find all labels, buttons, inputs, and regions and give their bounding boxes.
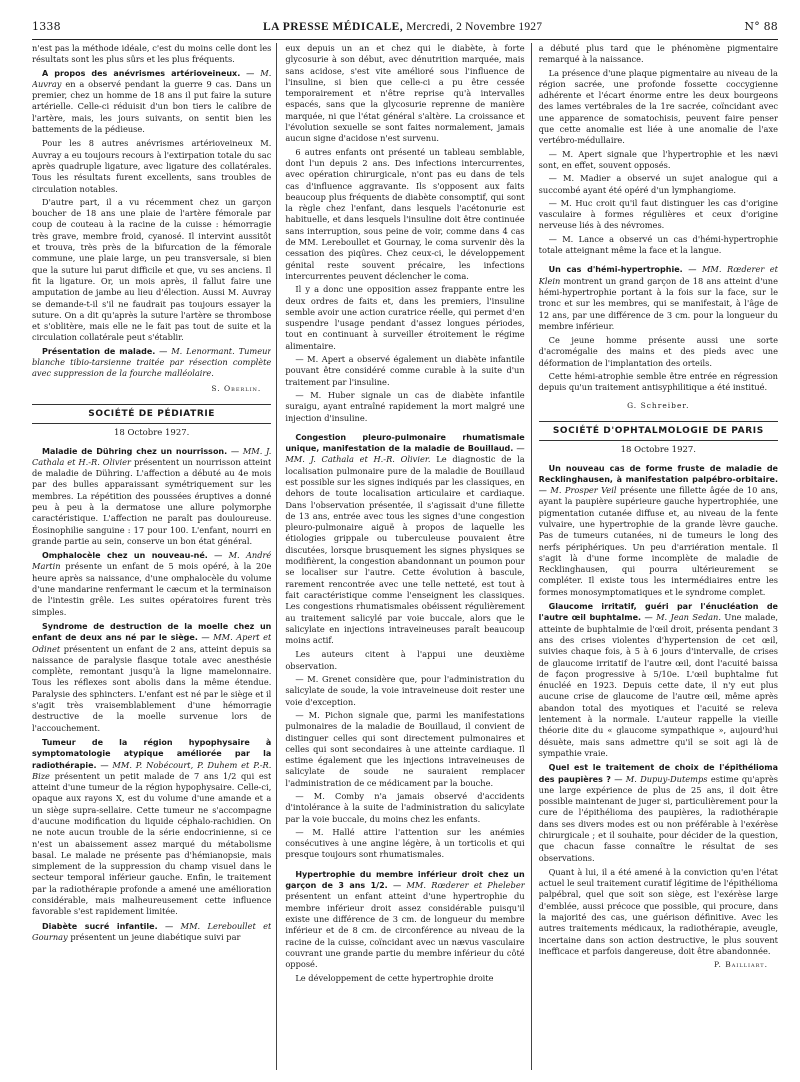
paragraph: — M. Apert a observé également un diabète infantile pouvant être considéré comme curable à la suite d'un traitement par l'insuline. [285, 354, 525, 387]
column-3 [539, 43, 778, 1072]
signature: G. Schreiber. [627, 400, 690, 410]
article-text: présentent un enfant de 2 ans, atteint depuis sa naissance de paralysie flasque totale avec anesthésie complète, remontant jusqu'à la ligne mamelonnaire. Tous les réflexes sont abolis dans la même étendue. Paralysie des sphincters. L'enfant est né par le siège et il s'agit très vraisemblablement d'une hémorragie destructive de la moelle survenue lors de l'accouchement. [32, 643, 272, 733]
article-entry [32, 68, 271, 136]
column-2 [285, 43, 524, 1072]
paragraph: — M. Pichon signale que, parmi les manifestations pulmonaires de la maladie de Bouillaud, il convient de distinguer celles qui sont directement pulmonaires et celles qui sont secondaires à une atteinte cardiaque. Il estime également que les injections intraveineuses de salicylate de soude ne sauraient remplacer l'administration de ce médicament par la bouche. [285, 709, 525, 788]
paragraph: Les auteurs citent à l'appui une deuxième observation. [285, 649, 525, 671]
article-title: Glaucome irritatif, guéri par l'énucléation de l'autre œil buphtalme. [538, 602, 778, 623]
issue-date: Mercredi, 2 Novembre 1927 [406, 21, 543, 33]
article-text: présentent un nourrisson atteint de maladie de Dühring. L'affection a débuté au 4e mois par des bulles apparaissant symétriquement sur les membres. La répétition des poussées éruptives a donné peu à peu à la dermatose une allure polymorphe caractéristique. L'affection ne paraît pas douloureuse. Éosinophilie sanguine : 17 pour 100. L'enfant, nourri en grande partie au sein, conserve un bon état général. [32, 456, 272, 546]
page-header [32, 20, 778, 36]
article-author: — MM. Rœderer et Klein [538, 264, 778, 286]
article-title: Quel est le traitement de choix de l'épithélioma des paupières ? [538, 763, 778, 784]
article-entry [285, 869, 524, 971]
article-text: présente une fillette âgée de 10 ans, ayant la paupière supérieure gauche hypertrophiée, une pigmentation cutanée diffuse et, au niveau de la fente vulvaire, une hypertrophie de la grande lèvre gauche. Pas de tumeurs cutanées, ni de tumeurs le long des nerfs périphériques. Un peu d'arriération mentale. Il s'agit là d'une forme incomplète de maladie de Recklinghausen, qui pourra ultérieurement se compléter. Il existe tous les intermédiaires entre les formes monosymptomatiques et le syndrome complet. [538, 485, 778, 597]
article-title: Un cas d'hémi-hypertrophie. [548, 265, 683, 275]
paragraph: D'autre part, il a vu récemment chez un garçon boucher de 18 ans une plaie de l'artère fémorale par coup de couteau à la racine de la cuisse : hémorragie très grave, membre froid, cyanosé. Il intervint aussitôt et trouva, très près de la bifurcation de la fémorale commune, une plaie large, un peu transversale, si bien que la suture lui parut difficile et que, vu ses anciens. Il fit la ligature. Or, un mois après, il fallut faire une amputation de jambe au lieu d'élection. Aussi M. Auvray se demande-t-il s'il ne faudrait pas toujours essayer la suture. On a dit qu'après la suture l'artère se thrombose et s'oblitère, mais elle ne le fait pas tout de suite et la circulation collatérale peut s'établir. [32, 196, 272, 343]
article-text: présentent un petit malade de 7 ans 1/2 qui est atteint d'une tumeur de la région hypophysaire. Celle-ci, opaque aux rayons X, est du volume d'une amande et a un siège supra-sellaire. Cette tumeur ne s'accompagne d'aucune modification du liquide céphalo-rachidien. On ne note aucun trouble de la série endocrinienne, si ce n'est un abaissement assez marqué du métabolisme basal. Le malade ne présente pas d'hémianopsie, mais simplement de la suppression du champ visuel dans le secteur temporal inférieur gauche. Enfin, le traitement par la radiothérapie profonde a amené une amélioration considérable, mais malheureusement cette influence favorable s'est rapidement limitée. [32, 770, 272, 917]
header-rule [32, 39, 778, 40]
paragraph: Pour les 8 autres anévrismes artérioveineux M. Auvray a eu toujours recours à l'extirpation totale du sac après quadruple ligature, avec ligature des collatérales. Tous les résultats furent excellents, sans troubles de circulation notables. [32, 138, 272, 194]
journal-name: LA PRESSE MÉDICALE, [262, 21, 404, 33]
paragraph: — M. Apert signale que l'hypertrophie et les nævi sont, en effet, souvent opposés. [538, 148, 778, 170]
article-title: Présentation de malade. [42, 346, 156, 356]
columns [32, 43, 778, 1072]
paragraph: — M. Lance a observé un cas d'hémi-hypertrophie totale atteignant même la face et la langue. [538, 233, 778, 256]
article-title: A propos des anévrismes artérioveineux. [42, 68, 241, 78]
article-author: — M. André Martin [32, 550, 272, 572]
article-author: — MM. Apert et Odinet [32, 632, 272, 654]
paragraph: — M. Huber signale un cas de diabète infantile suraigu, ayant entraîné rapidement la mort malgré une injection d'insuline. [285, 389, 525, 423]
paragraph: — M. Hallé attire l'attention sur les anémies consécutives à une angine légère, à un torticolis et qui presque toujours sont rhumatismales. [285, 826, 525, 860]
article-entry [32, 621, 271, 734]
page-number: 1338 [32, 20, 61, 33]
article-entry [32, 346, 271, 380]
article-text: Tumeur blanche tibio-tarsienne traitée par résection complète avec suppression de la fourche malléolaire. [32, 345, 272, 379]
article-entry [539, 264, 778, 332]
section-title: SOCIÉTÉ D'OPHTALMOLOGIE DE PARIS [539, 421, 778, 441]
article-text: montrent un grand garçon de 18 ans atteint d'une hémi-hypertrophie portant à la fois sur la face, sur le tronc et sur les membres, qui se manifestait, à l'âge de 12 ans, par une différence de 3 cm. pour la longueur du membre inférieur. [538, 275, 778, 331]
article-title: Un nouveau cas de forme fruste de maladie de Recklinghausen, à manifestation palpébro-orbitaire. [538, 463, 778, 484]
paragraph: Quant à lui, il a été amené à la conviction qu'en l'état actuel le seul traitement curatif légitime de l'épithélioma palpébral, quel que soit son siège, est l'exérèse large d'emblée, aussi précoce que possible, qui procure, dans la majorité des cas, une guérison définitive. Avec les autres traitements médicaux, la radiothérapie, aveugle, incertaine dans son action destructive, le plus souvent inefficace et parfois dangereuse, doit être abandonnée. [538, 866, 778, 956]
article-entry [32, 550, 271, 618]
column-1 [32, 43, 271, 1072]
paragraph: a débuté plus tard que le phénomène pigmentaire remarqué à la naissance. [538, 43, 778, 65]
article-title: Tumeur de la région hypophysaire à symptomatologie atypique améliorée par la radiothérapie. [32, 737, 272, 770]
article-text: présentent un jeune diabétique suivi par [70, 931, 241, 942]
article-author: — M. Prosper Veil [538, 485, 617, 496]
article-author: — M. Dupuy-Dutemps [614, 773, 708, 784]
article-entry [285, 432, 524, 647]
paragraph: — M. Huc croit qu'il faut distinguer les cas d'origine vasculaire à formes régulières et ceux d'origine nerveuse liés à des névromes. [538, 197, 778, 231]
article-entry [32, 737, 271, 918]
article-author: — MM. Rœderer et Pheleber [392, 880, 525, 891]
paragraph: n'est pas la méthode idéale, c'est du moins celle dont les résultats sont les plus sûrs et les plus fréquents. [32, 43, 272, 65]
article-title: Congestion pleuro-pulmonaire rhumatismale unique, manifestation de la maladie de Bouillaud. [285, 432, 525, 454]
article-author: — MM. P. Nobécourt, P. Duhem et P.-R. Bize [32, 759, 272, 781]
article-entry [32, 446, 271, 548]
paragraph: La présence d'une plaque pigmentaire au niveau de la région sacrée, une profonde fossette coccygienne adhérente et l'écart énorme entre les deux bourgeons des lames vertébrales de la 1re sacrée, coïncidant avec une apparence de somatochisis, peuvent faire penser que cette anomalie est liée à une anomalie de l'axe vertébro-médullaire. [538, 67, 778, 146]
paragraph: — M. Madier a observé un sujet analogue qui a succombé ayant été opéré d'un lymphangiome. [538, 173, 778, 195]
journal-title-line [263, 21, 542, 33]
article-author: — MM. Lereboullet et Gournay [32, 920, 272, 942]
article-title: Diabète sucré infantile. [42, 921, 158, 931]
article-author: — M. Auvray [32, 67, 272, 89]
article-entry [539, 762, 778, 864]
article-text: présentent un enfant atteint d'une hypertrophie du membre inférieur droit assez considérable puisqu'il existe une différence de 3 cm. de longueur du membre inférieur et de 8 cm. de circonférence au niveau de la racine de la cuisse, coïncidant avec un nævus vasculaire couvrant une grande partie du membre inférieur du côté opposé. [285, 891, 525, 970]
article-title: Maladie de Dühring chez un nourrisson. [42, 446, 228, 456]
article-entry [539, 463, 778, 599]
section-title: SOCIÉTÉ DE PÉDIATRIE [32, 404, 271, 424]
article-text: présente un enfant de 5 mois opéré, à la 20e heure après sa naissance, d'une omphalocèle du volume d'une mandarine renfermant le cæcum et la terminaison de l'intestin grêle. Les suites opératoires furent très simples. [32, 561, 272, 617]
article-author: — MM. J. Cathala et H.-R. Olivier. [285, 443, 525, 465]
paragraph: Cette hémi-atrophie semble être entrée en régression depuis qu'un traitement antisyphilitique a été institué. [538, 371, 778, 393]
paragraph: — M. Comby n'a jamais observé d'accidents d'intolérance à la suite de l'administration du salicylate par la voie buccale, du moins chez les enfants. [285, 791, 525, 824]
signature: S. Oberlin. [211, 383, 262, 393]
paragraph: 6 autres enfants ont présenté un tableau semblable, dont l'un depuis 2 ans. Des infections intercurrentes, avec opération chirurgicale, n'ont pas eu dans de tels cas d'influence aggravante. Ils s'opposent aux faits beaucoup plus fréquents de diabète consomptif, qui sont la règle chez l'enfant, dans lesquels l'acétonurie est habituelle, et dans lesquels l'insuline doit être continuée sans interruption, sous peine de voir, comme dans 4 cas de MM. Lereboullet et Gournay, le coma survenir dès la cessation des piqûres. Chez ceux-ci, le développement génital reste souvent précaire, les infections intercurrentes peuvent déclencher le coma. [285, 146, 525, 281]
article-author: — M. Lenormant. [159, 345, 235, 356]
article-entry [32, 921, 271, 944]
paragraph: Ce jeune homme présente aussi une sorte d'acromégalie des mains et des pieds avec une déformation de l'implantation des orteils. [538, 335, 778, 368]
article-text: Une malade, atteinte de buphtalmie de l'œil droit, présenta pendant 3 ans des crises violentes d'hypertension de cet œil, suivies chaque fois, à 5 à 6 jours d'intervalle, de crises de glaucome irritatif de l'autre œil, dont l'acuité baissa de façon progressive à 5/10e. L'œil buphtalme fut énucléé en 1923. Depuis cette date, il n'y eut plus aucune crise de glaucome de l'autre œil, même après abandon total des myotiques et l'acuité se releva lentement à la normale. L'auteur rappelle la vieille théorie dite du « glaucome sympathique », aujourd'hui désuète, mais sans admettre qu'il se soit agi là de sympathie vraie. [538, 612, 778, 758]
paragraph: — M. Grenet considère que, pour l'administration du salicylate de soude, la voie intraveineuse doit rester une voie d'exception. [285, 674, 525, 707]
paragraph: eux depuis un an et chez qui le diabète, à forte glycosurie à son début, avec dénutrition marquée, mais sans acidose, s'est vite amélioré sous l'influence de l'insuline, si bien que celle-ci a pu être cessée temporairement et n'être reprise qu'à intervalles espacés, sans que la glycosurie reprenne de manière marquée, ni que l'état général s'altère. La croissance et l'évolution sexuelle se sont faites normalement, jamais aucun signe d'acidose n'est survenu. [285, 43, 525, 144]
article-author: — M. Jean Sedan. [644, 612, 721, 623]
signature: P. Bailliart. [713, 960, 768, 970]
article-entry [539, 601, 778, 759]
paragraph: Il y a donc une opposition assez frappante entre les deux ordres de faits et, dans les premiers, l'insuline semble avoir une action curatrice réelle, qui permet d'en suspendre l'usage pendant d'assez longues périodes, tout en continuant à surveiller étroitement le régime alimentaire. [285, 284, 525, 351]
article-text: en a observé pendant la guerre 9 cas. Dans un premier, chez un homme de 18 ans il put faire la suture artérielle. Celle-ci réduisit d'un bon tiers le calibre de l'artère, mais, les jours suivants, on sentit bien les battements de la pédieuse. [32, 78, 272, 135]
article-text: estime qu'après une large expérience de plus de 25 ans, il doit être possible maintenant de juger si, particulièrement pour la cure de l'épithélioma des paupières, la radiothérapie dans ses divers modes est ou non préférable à l'exérèse chirurgicale ; et il souhaite, pour décider de la question, que chacun fasse connaître le résultat de ses observations. [538, 773, 778, 863]
article-text: Le diagnostic de la localisation pulmonaire pure de la maladie de Bouillaud est possible sur les signes indiqués par les classiques, en dehors de toute localisation articulaire et cardiaque. Dans l'observation présentée, il s'agissait d'une fillette de 13 ans, entrée avec tous les signes d'une congestion pleuro-pulmonaire aiguë à propos de laquelle les étiologies grippale ou tuberculeuse pouvaient être discutées, lorsque brusquement les signes physiques se modifièrent, la congestion abandonnant un poumon pour se localiser sur l'autre. Cette évolution à bascule, rarement rencontrée avec une telle netteté, est tout à fait caractéristique comme l'enseignent les classiques. Les congestions rhumatismales obéissent régulièrement au traitement salicylé par voie buccale, alors que le salicylate en injections intraveineuses paraît beaucoup moins actif. [285, 454, 525, 646]
section-date: 18 Octobre 1927. [620, 445, 696, 456]
paragraph: Le développement de cette hypertrophie droite [295, 973, 494, 984]
section-date: 18 Octobre 1927. [113, 428, 190, 439]
article-title: Hypertrophie du membre inférieur droit chez un garçon de 3 ans 1/2. [285, 869, 525, 891]
article-title: Syndrome de destruction de la moelle chez un enfant de deux ans né par le siège. [32, 621, 272, 643]
issue-number: N° 88 [744, 20, 778, 33]
article-author: — MM. J. Cathala et H.-R. Olivier [32, 445, 272, 467]
article-title: Omphalocèle chez un nouveau-né. [42, 551, 208, 561]
